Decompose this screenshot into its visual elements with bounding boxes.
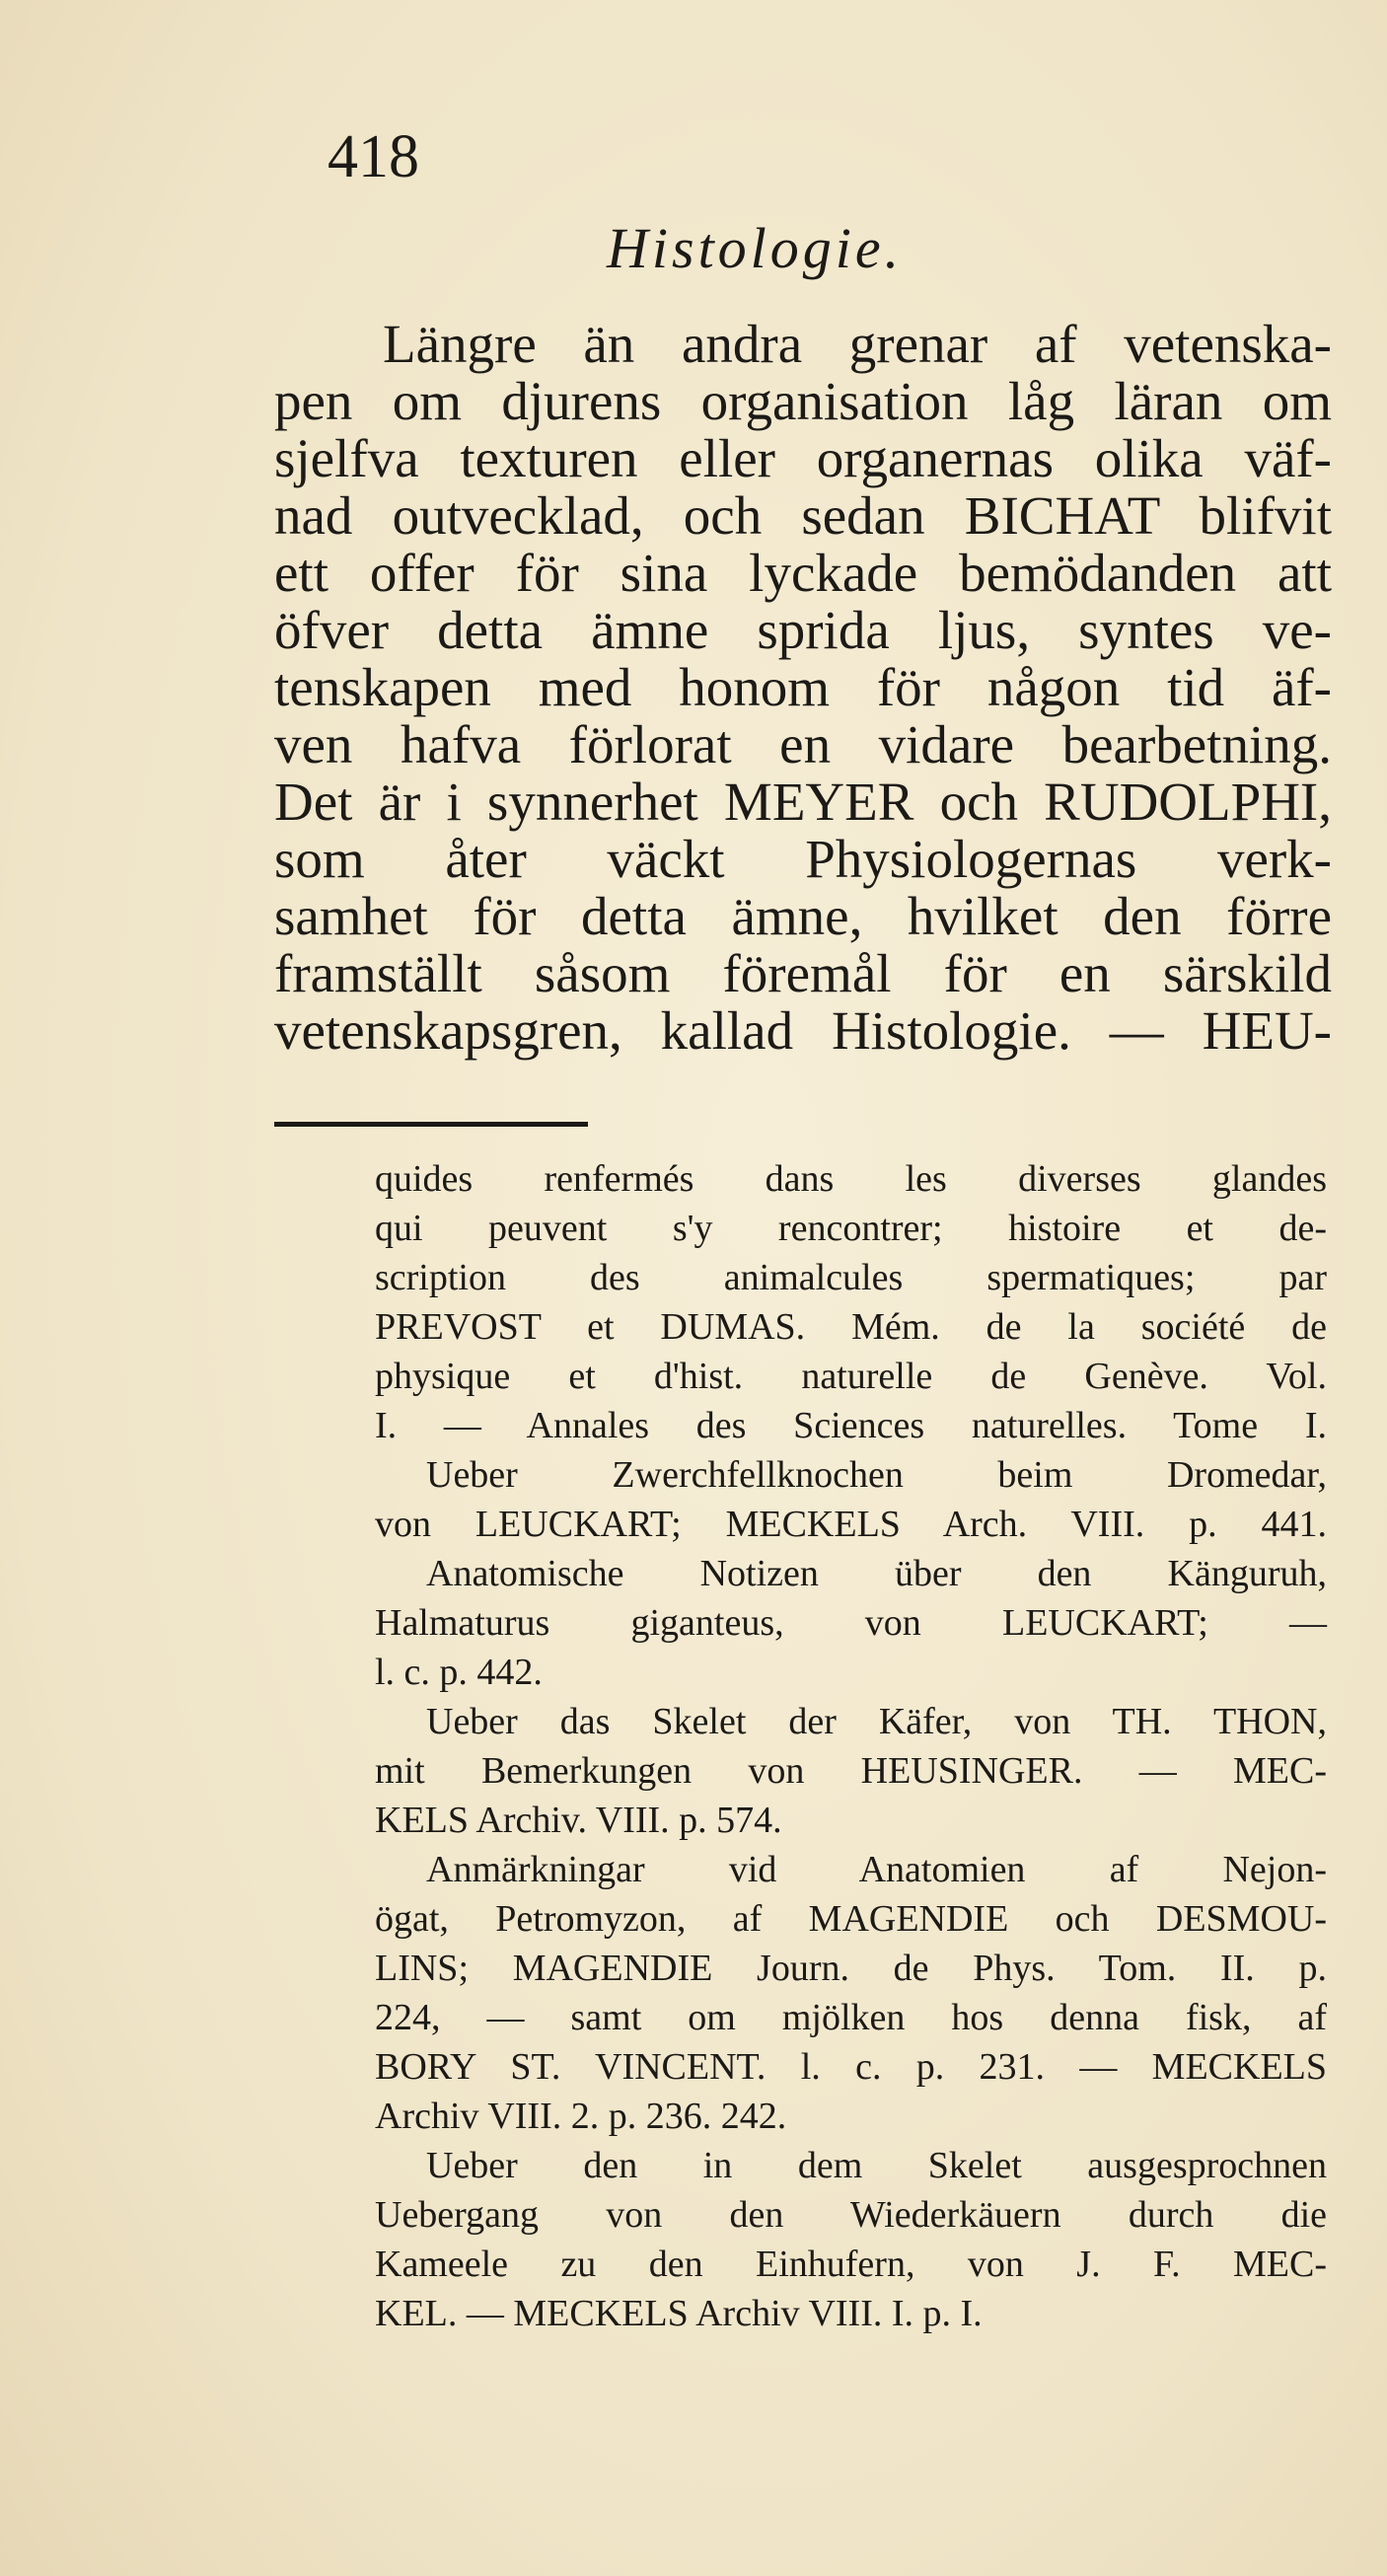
- footnote-line: Ueber Zwerchfellknochen beim Dromedar,: [426, 1454, 1327, 1496]
- body-line: pen om djurens organisation låg läran om: [274, 371, 1332, 431]
- footnote-line: ögat, Petromyzon, af MAGENDIE och DESMOU-: [375, 1898, 1327, 1940]
- footnote-line: scription des animalcules spermatiques; par: [375, 1257, 1327, 1298]
- footnote-rule: [274, 1122, 588, 1127]
- body-line: ett offer för sina lyckade bemödanden att: [274, 543, 1332, 603]
- body-line: sjelfva texturen eller organernas olika väf-: [274, 428, 1332, 488]
- body-line: samhet för detta ämne, hvilket den förre: [274, 886, 1332, 946]
- body-paragraph: [274, 316, 1332, 1060]
- footnotes: [375, 1154, 1327, 2338]
- body-line: öfver detta ämne sprida ljus, syntes ve-: [274, 600, 1332, 660]
- footnote-line: LINS; MAGENDIE Journ. de Phys. Tom. II. p.: [375, 1948, 1327, 1989]
- body-line: vetenskapsgren, kallad Histologie. — HEU-: [274, 1000, 1332, 1061]
- footnote-line: Ueber das Skelet der Käfer, von TH. THON,: [426, 1701, 1327, 1742]
- footnote-line: 224, — samt om mjölken hos denna fisk, af: [375, 1997, 1327, 2038]
- body-line: ven hafva förlorat en vidare bearbetning.: [274, 714, 1332, 774]
- footnote-line: Anatomische Notizen über den Känguruh,: [426, 1553, 1327, 1594]
- page-number: 418: [328, 123, 419, 190]
- body-line: som åter väckt Physiologernas verk-: [274, 829, 1332, 889]
- body-line: Längre än andra grenar af vetenska-: [383, 314, 1332, 374]
- footnote-line: PREVOST et DUMAS. Mém. de la société de: [375, 1306, 1327, 1348]
- footnote-line: Archiv VIII. 2. p. 236. 242.: [375, 2096, 787, 2137]
- footnote-line: BORY ST. VINCENT. l. c. p. 231. — MECKELS: [375, 2046, 1327, 2088]
- footnote-line: mit Bemerkungen von HEUSINGER. — MEC-: [375, 1750, 1327, 1792]
- footnote-line: KEL. — MECKELS Archiv VIII. I. p. I.: [375, 2293, 983, 2334]
- footnote-line: KELS Archiv. VIII. p. 574.: [375, 1800, 782, 1841]
- footnote-line: qui peuvent s'y rencontrer; histoire et de-: [375, 1208, 1327, 1249]
- footnote-line: Ueber den in dem Skelet ausgesprochnen: [426, 2145, 1327, 2186]
- footnote-line: quides renfermés dans les diverses glandes: [375, 1158, 1327, 1200]
- footnote-line: l. c. p. 442.: [375, 1652, 543, 1693]
- footnote-line: Uebergang von den Wiederkäuern durch die: [375, 2194, 1327, 2236]
- footnote-line: I. — Annales des Sciences naturelles. Tome I.: [375, 1405, 1327, 1446]
- body-line: nad outvecklad, och sedan BICHAT blifvit: [274, 485, 1332, 546]
- footnote-line: physique et d'hist. naturelle de Genève. Vol.: [375, 1356, 1327, 1397]
- body-line: tenskapen med honom för någon tid äf-: [274, 657, 1332, 717]
- footnote-line: Kameele zu den Einhufern, von J. F. MEC-: [375, 2244, 1327, 2285]
- footnote-line: Anmärkningar vid Anatomien af Nejon-: [426, 1849, 1327, 1890]
- body-line: framställt såsom föremål för en särskild: [274, 943, 1332, 1003]
- running-head: Histologie.: [607, 216, 904, 280]
- footnote-line: von LEUCKART; MECKELS Arch. VIII. p. 441.: [375, 1504, 1327, 1545]
- body-line: Det är i synnerhet MEYER och RUDOLPHI,: [274, 772, 1332, 832]
- footnote-line: Halmaturus giganteus, von LEUCKART; —: [375, 1602, 1327, 1644]
